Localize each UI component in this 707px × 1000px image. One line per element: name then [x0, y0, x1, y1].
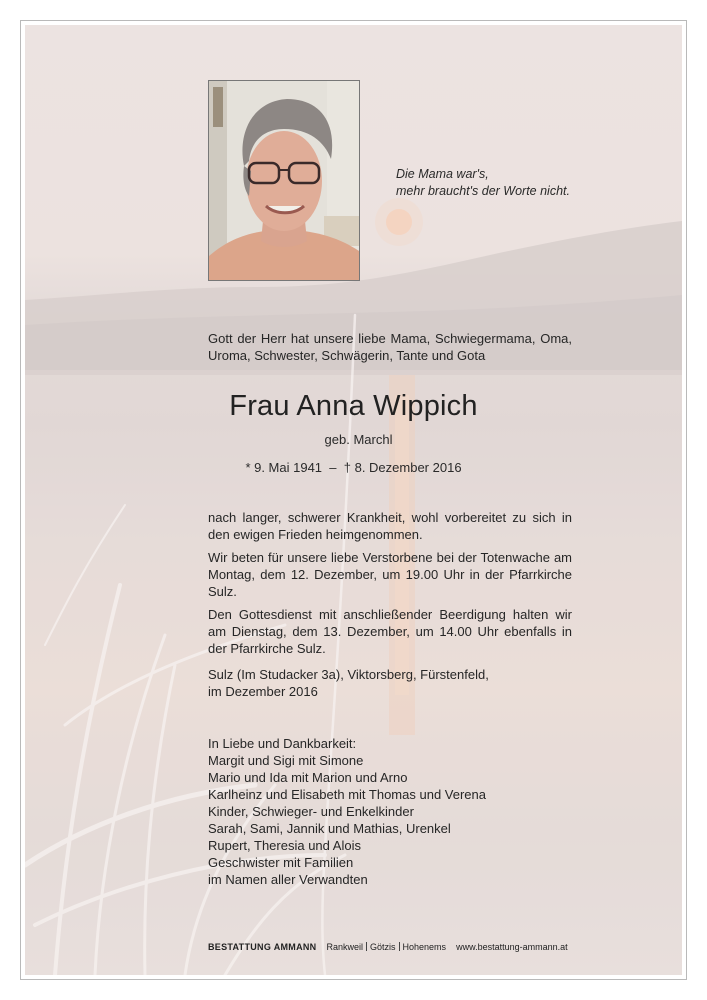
footer-location: Götzis — [370, 942, 396, 952]
life-dates — [0, 460, 707, 475]
footer-location: Hohenems — [402, 942, 447, 952]
motto-line-1: Die Mama war's, — [396, 167, 489, 181]
maiden-name: geb. Marchl — [324, 432, 393, 447]
birth-date: * 9. Mai 1941 — [245, 460, 323, 475]
footer-website-link[interactable]: www.bestattung-ammann.at — [456, 942, 568, 952]
mourner-line: im Namen aller Verwandten — [208, 872, 368, 887]
mourner-line: Kinder, Schwieger- und Enkelkinder — [208, 804, 414, 819]
footer-brand-name: AMMANN — [273, 942, 317, 952]
mourners-list — [208, 735, 572, 888]
portrait-photo — [208, 80, 360, 281]
footer-divider — [399, 942, 400, 951]
death-date: † 8. Dezember 2016 — [343, 460, 462, 475]
mourner-line: Mario und Ida mit Marion und Arno — [208, 770, 408, 785]
intro-text: Gott der Herr hat unsere liebe Mama, Schwiegermama, Oma, Uroma, Schwester, Schwägerin, Tante und Gota — [208, 331, 572, 363]
motto-quote — [396, 166, 586, 200]
footer-divider — [366, 942, 367, 951]
place-line-2: im Dezember 2016 — [208, 684, 318, 699]
footer-location: Rankweil — [326, 942, 364, 952]
mourner-line: Karlheinz und Elisabeth mit Thomas und Verena — [208, 787, 486, 802]
footer — [208, 942, 568, 952]
paragraph: nach langer, schwerer Krankheit, wohl vorbereitet zu sich in den ewigen Frieden heimgenommen. — [208, 510, 572, 542]
footer-brand: BESTATTUNG — [208, 942, 272, 952]
mourner-line: Margit und Sigi mit Simone — [208, 753, 364, 768]
mourners-heading: In Liebe und Dankbarkeit: — [208, 736, 357, 751]
date-dash: – — [329, 460, 337, 475]
paragraph: Den Gottesdienst mit anschließender Beerdigung halten wir am Dienstag, dem 13. Dezember, um 14.00 Uhr ebenfalls in der Pfarrkirche Sulz. — [208, 607, 572, 656]
place-line-1: Sulz (Im Studacker 3a), Viktorsberg, Fürstenfeld, — [208, 667, 489, 682]
mourner-line: Sarah, Sami, Jannik und Mathias, Urenkel — [208, 821, 451, 836]
motto-line-2: mehr braucht's der Worte nicht. — [396, 184, 570, 198]
place-and-date — [208, 666, 572, 700]
deceased-name: Frau Anna Wippich — [229, 390, 478, 422]
announcement-body — [208, 509, 572, 663]
portrait-image — [209, 81, 359, 280]
mourner-line: Rupert, Theresia und Alois — [208, 838, 361, 853]
paragraph: Wir beten für unsere liebe Verstorbene bei der Totenwache am Montag, dem 12. Dezember, um 19.00 Uhr in der Pfarrkirche Sulz. — [208, 550, 572, 599]
mourner-line: Geschwister mit Familien — [208, 855, 354, 870]
